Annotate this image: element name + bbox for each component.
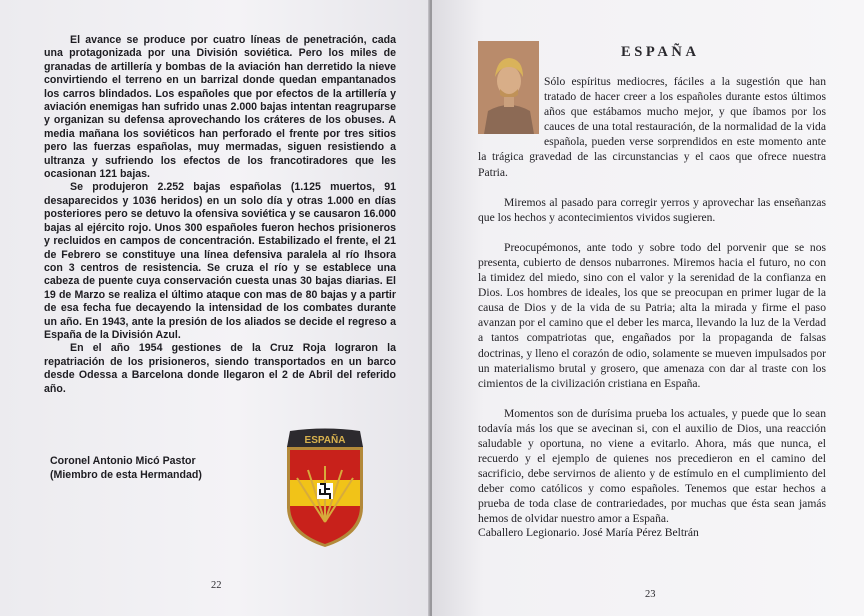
right-paragraph-4: Momentos son de durísima prueba los actuales, y puede que lo sean todavía más los que se avecinan si, con el auxilio de Dios, una reacción saludable y oportuna, no viene a evitarlo. Ahora, más que nunca, el recuerdo y el ejemplo de quienes nos precedieron en el camino del sacrificio, debe servirnos de aliento y de estímulo en el cumplimiento del deber como católicos y como españoles. Tenemos que estar hechos a prueba de toda clase de contrariedades, por muchas que ésta sean jamás hemos de olvidar nuestro amor a España.	[478, 406, 826, 526]
left-page	[0, 0, 430, 616]
page-number-left: 22	[211, 580, 222, 591]
left-paragraph-3: En el año 1954 gestiones de la Cruz Roja lograron la repatriación de los prisioneros, siendo transportados en un barco desde Odessa a Barcelona donde llegaron el 2 de Abril del referido año.	[44, 342, 396, 395]
author-name: Coronel Antonio Micó Pastor	[50, 455, 196, 467]
closing-signature: Caballero Legionario. José María Pérez Beltrán	[478, 526, 699, 539]
author-signature	[50, 455, 202, 482]
right-article-body	[478, 74, 826, 542]
left-paragraph-1: El avance se produce por cuatro líneas de penetración, cada una protagonizada por una División soviética. Pero los miles de granadas de artillería y bombas de la aviación han derretido la nieve convirtiendo el terreno en un barrizal donde quedan empantanados los carros blindados. Los españoles que por efectos de la artillería y aviación enemigas han sufrido unas 2.000 bajas intentan reagruparse y organizan su defensa aprovechando los cráteres de los obuses. A media mañana los soviéticos han perforado el frente por tres sitios pero las fuerzas españolas, muy mermadas, siguen resistiendo a ultranza y sufriendo los efectos de los francotiradores que les ocasionan 121 bajas.	[44, 34, 396, 181]
page-number-right: 23	[645, 589, 656, 600]
division-azul-badge-image	[284, 428, 366, 548]
right-paragraph-2: Miremos al pasado para corregir yerros y aprovechar las enseñanzas que los hechos y acontecimientos vividos sugieren.	[478, 195, 826, 224]
left-article-body	[44, 34, 396, 396]
right-paragraph-1: Sólo espíritus mediocres, fáciles a la sugestión que han tratado de hacer creer a los españoles durante estos últimos años que estábamos mucho mejor, y que íbamos por los cauces de una total restauración, de la normalidad de la vida española, pueden verse sorprendidos en este momento ante la trágica gravedad de las circunstancias y el caos que ofrece nuestra Patria.	[478, 75, 826, 179]
article-heading: ESPAÑA	[621, 44, 700, 60]
author-role: (Miembro de esta Hermandad)	[50, 468, 202, 481]
badge-label: ESPAÑA	[304, 435, 346, 446]
left-paragraph-2: Se produjeron 2.252 bajas españolas (1.125 muertos, 91 desaparecidos y 1036 heridos) en un solo día y otras 1.000 en días posteriores pero se detuvo la ofensiva soviética y se causaron 16.000 bajas al ejército rojo. Unos 300 españoles fueron hechos prisioneros y recluidos en campos de concentración. Estabilizado el frente, el 21 de Febrero se constituye una línea defensiva paralela al río Ihsora con 3 centros de resistencia. Se cruza el río y se establece una cabeza de puente cuya conservación cuesta unas 30 bajas diarias. El 19 de Marzo se realiza el último ataque con mas de 80 bajas y a partir de esa fecha fue decayendo la intensidad de los combates durante un año. En 1943, ante la presión de los aliados se decide el regreso a España de la División Azul.	[44, 181, 396, 341]
right-paragraph-3: Preocupémonos, ante todo y sobre todo del porvenir que se nos presenta, cubierto de densos nubarrones. Miremos hacia el futuro, no con la timidez del miedo, sino con el valor y la serenidad de la confianza en Dios. Los hombres de ideales, los que se preocupan en primer lugar de la causa de Dios y de la vida de su Patria; alta la mirada y firme el paso avanzan por el camino que el deber les marca, llevando la luz de la Verdad a tantos compatriotas que, engañados por la propaganda de falsas doctrinas, y lleno el corazón de odio, solamente se mueven impulsados por un materialismo brutal y grosero, que amenaza con dar al traste con los cimientos de la civilización cristiana en España.	[478, 240, 826, 390]
